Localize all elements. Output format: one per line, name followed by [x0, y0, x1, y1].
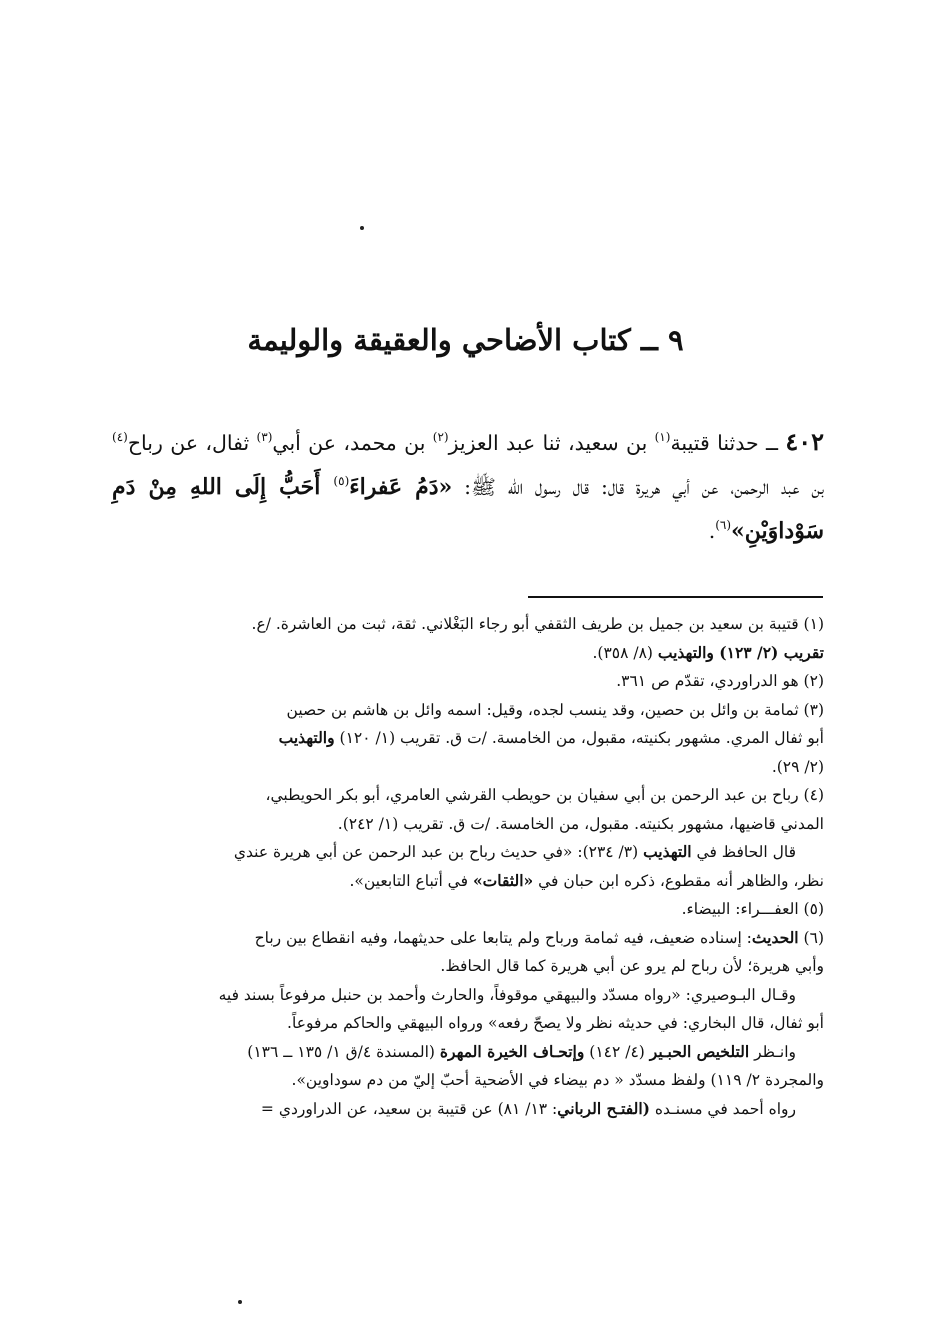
footnote-text: والمجردة ٢/ ١١٩) ولفظ مسدّد « دم بيضاء في الأضحية أحبّ إليّ من دم سوداوين». [291, 1071, 824, 1089]
book-reference: (الفتـح الرباني [557, 1098, 650, 1118]
footnote-text: وقـال البـوصيري: «رواه مسدّد والبيهقي موقوفاً، والحارث وأحمد بن حنبل مرفوعاً بسند فيه [218, 985, 796, 1004]
hadith-chain-2: بن سعيد، ثنا عبد العزيز [448, 431, 655, 455]
footnote-line [104, 810, 824, 839]
hadith-dash: ــ [758, 431, 786, 455]
footnote-text: : ١٣/ ٨١) عن قتيبة بن سعيد، عن الدراوردي = [260, 1099, 558, 1118]
footnote-line [104, 781, 824, 810]
hadith-text [112, 420, 824, 553]
footnote-ref-6[interactable]: (٦) [715, 518, 732, 532]
footnote-text: وأبي هريرة؛ لأن رباح لم يرو عن أبي هريرة كما قال الحافظ. [440, 957, 824, 975]
footnote-text: المدني قاضيها، مشهور بكنيته. مقبول، من الخامسة. /ت ق. تقريب (١/ ٢٤٢). [337, 814, 824, 833]
footnote-text: وانـظر [749, 1042, 796, 1061]
footnote-line [104, 1038, 824, 1067]
footnote-text: أبو ثفال المري. مشهور بكنيته، مقبول، من الخامسة. /ت ق. تقريب (١/ ١٢٠) [334, 729, 824, 747]
footnote-text: (١) قتيبة بن سعيد بن جميل بن طريف الثقفي أبو رجاء البَغْلاني. ثقة، ثبت من العاشرة. /ع. [251, 615, 824, 633]
hadith-matn-2: أَحَبُّ إِلَى اللهِ مِنْ دَمِ سَوْداوَيْنِ» [112, 474, 824, 544]
footnote-ref-3[interactable]: (٣) [256, 430, 273, 444]
footnote-text: (٦) [798, 928, 824, 947]
footnote-line [104, 724, 824, 753]
footnote-text: (٢) هو الدراوردي، تقدّم ص ٣٦١. [616, 672, 824, 690]
footnote-line [104, 667, 824, 696]
footnote-line [104, 867, 824, 896]
book-reference: التلخيص الحبـير [649, 1041, 750, 1061]
footnote-line [104, 838, 824, 867]
book-reference: التهذيب [643, 842, 692, 861]
footnote-line [104, 639, 824, 668]
footnote-text: أبو ثفال، قال البخاري: في حديثه نظر ولا يصحّ رفعه» ورواه البيهقي والحاكم مرفوعاً. [287, 1014, 824, 1032]
footnotes [104, 610, 824, 1123]
book-reference: وإتحـاف الخيرة المهرة [439, 1041, 585, 1061]
footnote-line [104, 1009, 824, 1038]
footnote-text: : إسناده ضعيف، فيه ثمامة ورباح ولم يتابعا على حديثهما، وفيه انقطاع بين رباح [254, 928, 752, 947]
footnote-ref-1[interactable]: (١) [654, 430, 671, 444]
footnote-text: (٣/ ٢٣٤): «في حديث رباح بن عبد الرحمن عن أبي هريرة عندي [233, 843, 644, 861]
hadith-chain-4: ثفال، عن رباح [127, 431, 257, 455]
footnote-line [104, 1095, 824, 1124]
chapter-title: ٩ ــ كتاب الأضاحي والعقيقة والوليمة [247, 323, 684, 357]
footnote-text: (المسندة ٤/ق ١/ ١٣٥ ــ ١٣٦) [247, 1042, 440, 1061]
hadith-number: ٤٠٢ [785, 427, 825, 456]
footnote-text: نظر، والظاهر أنه مقطوع، ذكره ابن حبان في [533, 871, 824, 890]
footnote-line [104, 610, 824, 639]
footnote-ref-5[interactable]: (٥) [333, 474, 350, 488]
hadith-matn-1: «دَمُ عَفراءَ [349, 474, 453, 500]
hadith-chain-5: بن عبد الرحمن، عن أبي هريرة قال: قال رسول الله ﷺ: [452, 475, 824, 499]
footnote-text: (٥) العفـــراء: البيضاء. [681, 900, 824, 918]
hadith-chain-1: حدثنا قتيبة [670, 431, 759, 455]
footnote-line [104, 981, 824, 1010]
book-reference: الحديث [751, 927, 799, 947]
footnote-line [104, 924, 824, 953]
footnote-line [104, 1066, 824, 1095]
footnote-text: تقريب (٢/ ١٢٣) [713, 642, 824, 662]
hadith-chain-3: بن محمد، عن أبي [272, 431, 433, 455]
footnote-separator [528, 596, 823, 598]
footnote-text: (٤/ ١٤٢) [584, 1042, 650, 1061]
footnote-text: (٣) ثمامة بن وائل بن حصين، وقد ينسب لجده، وقيل: اسمه وائل بن هاشم بن حصين [286, 700, 824, 719]
footnote-line [104, 696, 824, 725]
footnote-text: في أتباع التابعين». [349, 871, 473, 890]
footnote-ref-2[interactable]: (٢) [432, 430, 449, 444]
footnote-text: (٤) رباح بن عبد الرحمن بن أبي سفيان بن حويطب القرشي العامري، أبو بكر الحويطبي، [265, 786, 824, 804]
footnote-line [104, 753, 824, 782]
page-speck-top [360, 226, 364, 230]
footnote-text: (٢/ ٢٩). [771, 757, 824, 776]
hadith-end: . [708, 519, 716, 543]
footnote-text: رواه أحمد في مسنـده [649, 1099, 796, 1118]
book-reference: والتهذيب [657, 642, 714, 662]
footnote-line [104, 952, 824, 981]
footnote-ref-4[interactable]: (٤) [112, 430, 128, 444]
footnote-line [104, 895, 824, 924]
footnote-text: (٨/ ٣٥٨). [592, 643, 658, 662]
book-reference: «الثقات» [472, 870, 534, 890]
footnote-text: قال الحافظ في [691, 843, 796, 861]
book-reference: والتهذيب [278, 728, 335, 747]
page-speck-bottom [238, 1300, 242, 1304]
